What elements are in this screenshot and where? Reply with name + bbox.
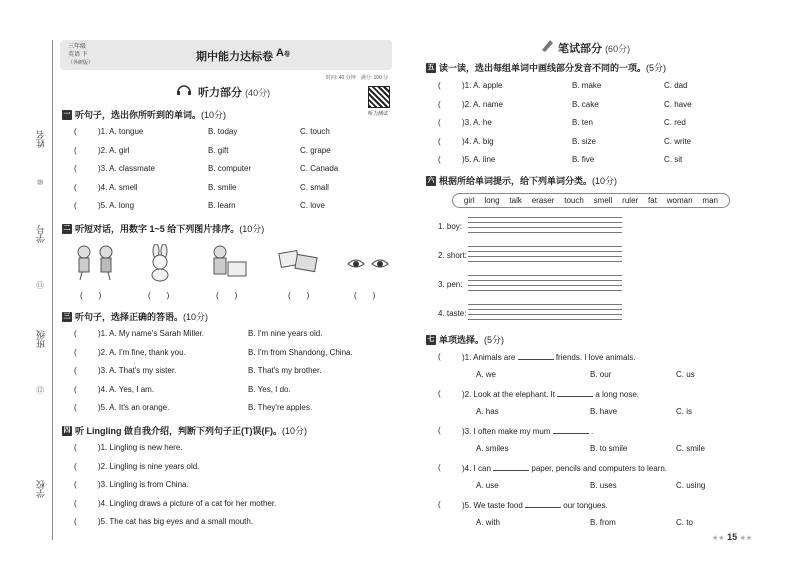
section-text: 听句子，选出你所听到的单词。 [75, 110, 202, 120]
option-b: B. uses [590, 481, 617, 490]
answer-bracket[interactable]: ( [438, 155, 441, 164]
option-a: )1. A. My name's Sarah Miller. [98, 329, 205, 338]
question-text: friends. I love animals. [555, 353, 636, 362]
question-text: our tongues. [563, 501, 608, 510]
answer-bracket[interactable]: ( [74, 461, 77, 471]
answer-line[interactable] [468, 314, 622, 315]
option-a: A. smiles [476, 444, 509, 453]
option-b: B. size [572, 136, 597, 146]
answer-line[interactable] [468, 251, 622, 252]
writing-title [558, 40, 630, 56]
word-bank-item: ruler [622, 196, 639, 205]
student-id-label: 学号 [36, 225, 46, 243]
writing-score: (60分) [605, 44, 631, 54]
kids-playing-picture [74, 244, 118, 282]
section-score: (10分) [239, 224, 265, 234]
star-icon: ★★ [712, 535, 725, 542]
answer-bracket[interactable]: ( [438, 500, 441, 509]
answer-bracket[interactable]: ( [438, 81, 441, 90]
books-picture [278, 248, 320, 278]
answer-bracket[interactable]: ( [438, 426, 441, 435]
subject-label: 英语 下 [68, 52, 88, 58]
answer-line[interactable] [468, 256, 622, 257]
option-b: B. to smile [590, 444, 628, 453]
section-number: 二 [63, 224, 71, 232]
section-number: 三 [63, 312, 71, 320]
section-number: 五 [427, 63, 435, 71]
category-label: 3. pen: [438, 280, 463, 289]
section-text: 根据所给单词提示，给下列单词分类。 [439, 176, 593, 186]
word-bank [452, 193, 730, 208]
picture-answer-bracket[interactable]: ( ) [148, 291, 170, 300]
section-number: 七 [427, 335, 435, 343]
option-a: )1. A. apple [462, 81, 503, 90]
question [462, 463, 667, 473]
question [462, 500, 608, 510]
answer-bracket[interactable]: ( [74, 443, 77, 452]
answer-line[interactable] [468, 309, 622, 310]
option-c: C. us [676, 370, 695, 379]
option-b: B. today [208, 127, 238, 136]
answer-line[interactable] [468, 319, 622, 320]
answer-bracket[interactable]: ( [74, 164, 77, 173]
section-3-heading [62, 310, 208, 323]
option-b: B. our [590, 370, 612, 379]
variant-suffix: 卷 [283, 52, 290, 58]
page-number-value: 15 [727, 532, 738, 542]
word-bank-item: long [484, 196, 500, 205]
category-label: 1. boy: [438, 222, 463, 231]
answer-bracket[interactable]: ( [74, 403, 77, 412]
answer-blank[interactable] [553, 426, 589, 434]
question [462, 426, 593, 436]
option-c: C. sit [664, 155, 683, 164]
section-text: 单项选择。 [439, 335, 485, 345]
section-number: 六 [427, 176, 435, 184]
option-c: C. using [676, 481, 706, 490]
option-a: )5. A. long [98, 201, 135, 210]
option-a: )5. A. It's an orange. [98, 403, 170, 412]
edition-label: （外研版） [68, 60, 94, 66]
option-b: B. cake [572, 99, 599, 109]
page-number [712, 532, 752, 542]
answer-bracket[interactable]: ( [74, 347, 77, 357]
option-a: )4. A. big [462, 136, 494, 146]
listening-title-text: 听力部分 [198, 87, 242, 99]
star-icon: ★★ [739, 535, 753, 542]
question-text: )1. Animals are [462, 353, 516, 362]
class-label: 班级 [36, 330, 46, 348]
option-c: C. touch [300, 127, 330, 136]
question [462, 389, 639, 399]
section-2-heading [62, 222, 264, 235]
category-label: 2. short: [438, 251, 467, 260]
answer-bracket[interactable]: ( [74, 329, 77, 338]
grade-label: 三年级 [68, 44, 87, 50]
section-1-heading [62, 108, 226, 121]
qr-label: 听力测试 [368, 111, 389, 117]
option-a: )3. A. That's my sister. [98, 366, 177, 375]
answer-bracket[interactable]: ( [438, 118, 441, 127]
question-text: a long nose. [595, 390, 640, 399]
question-text: )2. Look at the elephant. It [462, 390, 555, 399]
answer-bracket[interactable]: ( [74, 517, 77, 526]
answer-blank[interactable] [557, 389, 593, 397]
picture-answer-bracket[interactable]: ( ) [216, 291, 238, 300]
section-text: 读一读，选出每组单词中画线部分发音不同的一项。 [439, 63, 647, 73]
section-6-heading [426, 174, 617, 187]
option-c: C. to [676, 518, 693, 527]
section-7-heading [426, 333, 504, 346]
answer-bracket[interactable]: ( [74, 182, 77, 192]
exam-variant [276, 47, 290, 59]
binding-mark: ⑫ [36, 386, 44, 395]
option-a: A. we [476, 370, 497, 379]
section-score: (10分) [281, 426, 307, 436]
writing-title-text: 笔试部分 [558, 43, 602, 55]
option-b: B. ten [572, 118, 593, 127]
section-number: 一 [63, 110, 71, 118]
answer-line[interactable] [468, 246, 622, 247]
option-c: C. dad [664, 81, 688, 90]
answer-line[interactable] [468, 304, 622, 305]
option-b: B. I'm nine years old. [248, 329, 323, 338]
option-a: A. has [476, 407, 499, 416]
option-a: )4. A. smell [98, 182, 138, 192]
option-b: B. have [590, 407, 618, 416]
question-text: )5. We taste food [462, 501, 523, 510]
section-5-heading [426, 61, 666, 74]
option-c: C. write [664, 136, 692, 146]
option-c: C. smile [676, 444, 705, 453]
section-score: (5分) [646, 63, 667, 73]
option-b: B. Yes, I do. [248, 384, 291, 394]
question-text: . [590, 427, 594, 436]
qr-code-icon[interactable] [368, 86, 390, 108]
option-a: )2. A. girl [98, 145, 130, 155]
section-4-heading [62, 424, 307, 437]
statement: )3. Lingling is from China. [98, 480, 189, 489]
statement: )5. The cat has big eyes and a small mouth. [98, 517, 254, 526]
binding-line [52, 40, 53, 540]
rabbit-picture [146, 244, 174, 282]
option-b: B. That's my brother. [248, 366, 322, 375]
option-b: B. They're apples. [248, 403, 313, 412]
word-bank-item: touch [564, 196, 584, 205]
question [462, 352, 635, 362]
section-text: 听短对话，用数字 1~5 给下列图片排序。 [75, 224, 240, 234]
answer-blank[interactable] [518, 352, 554, 360]
answer-bracket[interactable]: ( [74, 498, 77, 508]
answer-blank[interactable] [493, 463, 529, 471]
answer-bracket[interactable]: ( [74, 201, 77, 210]
section-score: (10分) [592, 176, 618, 186]
binding-mark: ⑩ [36, 178, 44, 187]
eyes-picture [346, 254, 390, 274]
answer-line[interactable] [468, 217, 622, 218]
time-score: 时间: 40 分钟 满分: 100 分 [326, 75, 389, 81]
answer-bracket[interactable]: ( [74, 366, 77, 375]
option-a: )5. A. line [462, 155, 496, 164]
answer-line[interactable] [468, 261, 622, 262]
statement: )2. Lingling is nine years old. [98, 461, 200, 471]
answer-bracket[interactable]: ( [74, 145, 77, 155]
option-a: A. with [476, 518, 501, 527]
category-label: 4. taste: [438, 309, 467, 318]
option-c: C. is [676, 407, 692, 416]
girl-painting-picture [208, 244, 248, 282]
option-c: C. small [300, 182, 329, 192]
option-b: B. gift [208, 145, 229, 155]
option-a: A. use [476, 481, 499, 490]
pencil-icon [540, 38, 554, 52]
question-text: paper, pencils and computers to learn. [531, 464, 668, 473]
word-bank-item: smell [593, 196, 613, 205]
listening-title [198, 84, 270, 100]
answer-line[interactable] [468, 275, 622, 276]
option-c: C. grape [300, 145, 331, 155]
option-c: C. love [300, 201, 325, 210]
school-label: 学校 [36, 480, 46, 498]
picture-answer-bracket[interactable]: ( ) [354, 291, 376, 300]
section-score: (10分) [201, 110, 227, 120]
picture-answer-bracket[interactable]: ( ) [288, 291, 310, 300]
word-bank-item: man [702, 196, 718, 205]
section-text: 听 Lingling 做自我介绍，判断下列句子正(T)误(F)。 [75, 426, 282, 436]
answer-bracket[interactable]: ( [438, 389, 441, 398]
option-a: )3. A. classmate [98, 164, 155, 173]
option-b: B. smile [208, 182, 237, 192]
option-b: B. from [590, 518, 616, 527]
word-bank-item: woman [666, 196, 693, 205]
word-bank-item: eraser [531, 196, 555, 205]
answer-line[interactable] [468, 290, 622, 291]
statement: )4. Lingling draws a picture of a cat for her mother. [98, 498, 277, 508]
answer-bracket[interactable]: ( [438, 99, 441, 109]
answer-bracket[interactable]: ( [74, 480, 77, 489]
option-a: )1. A. tongue [98, 127, 144, 136]
option-b: B. computer [208, 164, 252, 173]
option-a: )2. A. I'm fine, thank you. [98, 347, 186, 357]
answer-bracket[interactable]: ( [438, 136, 441, 146]
option-c: C. have [664, 99, 692, 109]
section-number: 四 [63, 426, 71, 434]
answer-bracket[interactable]: ( [74, 127, 77, 136]
answer-line[interactable] [468, 285, 622, 286]
section-score: (5分) [484, 335, 505, 345]
exam-title: 期中能力达标卷 [196, 51, 273, 63]
answer-line[interactable] [468, 222, 622, 223]
option-a: )2. A. name [462, 99, 503, 109]
section-score: (10分) [183, 312, 209, 322]
word-bank-item: fat [648, 196, 657, 205]
name-field-label: 姓名 [36, 130, 46, 148]
answer-line[interactable] [468, 227, 622, 228]
statement: )1. Lingling is new here. [98, 443, 183, 452]
answer-bracket[interactable]: ( [438, 463, 441, 472]
option-c: C. red [664, 118, 686, 127]
option-b: B. make [572, 81, 602, 90]
answer-blank[interactable] [525, 500, 561, 508]
question-text: )3. I often make my mum [462, 427, 551, 436]
option-a: )3. A. he [462, 118, 492, 127]
answer-line[interactable] [468, 280, 622, 281]
option-b: B. I'm from Shandong, China. [248, 347, 353, 357]
question-text: )4. I can [462, 464, 491, 473]
option-c: C. Canada [300, 164, 339, 173]
answer-bracket[interactable]: ( [74, 384, 77, 394]
section-text: 听句子，选择正确的答语。 [75, 312, 184, 322]
option-b: B. learn [208, 201, 236, 210]
word-bank-item: girl [463, 196, 475, 205]
answer-line[interactable] [468, 232, 622, 233]
variant-letter: A [276, 47, 284, 59]
answer-bracket[interactable]: ( [438, 352, 441, 361]
word-bank-item: talk [509, 196, 522, 205]
listening-score: (40分) [245, 88, 271, 98]
option-a: )4. A. Yes, I am. [98, 384, 155, 394]
headphones-icon [176, 82, 192, 96]
binding-mark: ⑪ [36, 281, 44, 290]
header-meta [68, 43, 93, 67]
picture-answer-bracket[interactable]: ( ) [80, 291, 102, 300]
option-b: B. five [572, 155, 595, 164]
